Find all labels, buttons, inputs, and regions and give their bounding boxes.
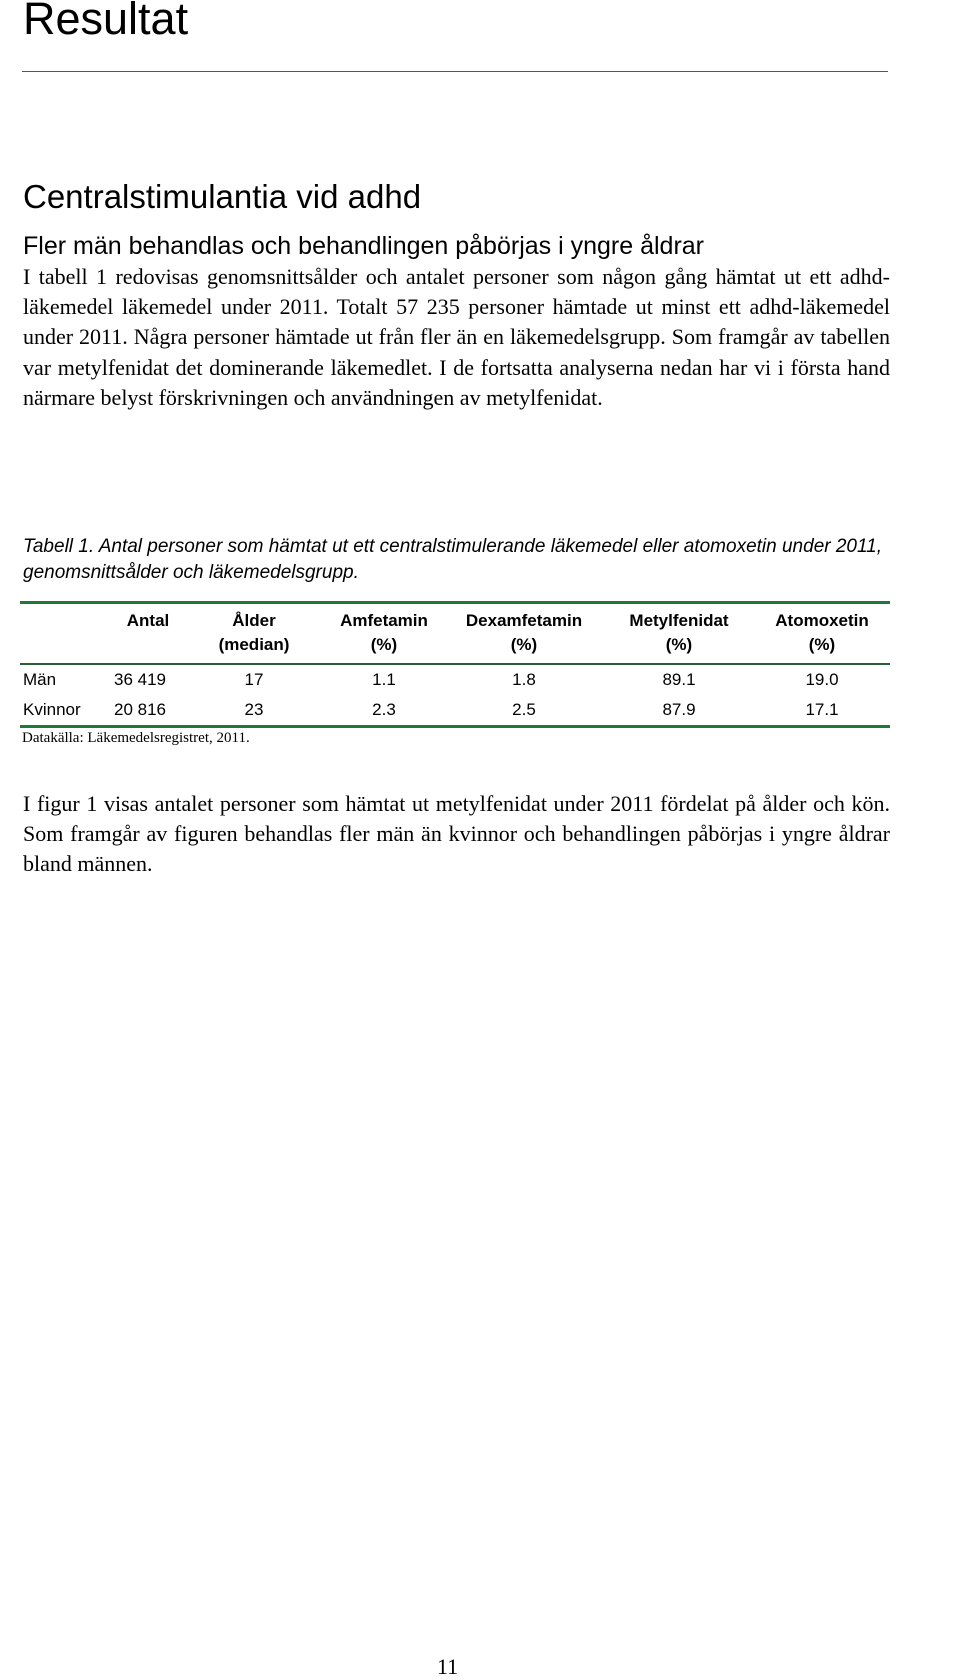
cell-alder: 23 (244, 700, 264, 719)
col-header-group (20, 604, 112, 663)
data-table (20, 601, 890, 728)
col-header-alder: Ålder (median) (218, 611, 290, 654)
cell-dexamfetamin: 1.8 (512, 670, 536, 689)
col-header-amfetamin: Amfetamin (%) (340, 611, 428, 654)
cell-amfetamin: 2.3 (372, 700, 396, 719)
cell-atomoxetin: 17.1 (805, 700, 839, 719)
col-header-atomoxetin: Atomoxetin (%) (775, 611, 869, 654)
cell-metylfenidat: 87.9 (662, 700, 696, 719)
col-header-dexamfetamin: Dexamfetamin (%) (465, 611, 583, 654)
table-header-row (20, 604, 890, 663)
col-header-antal: Antal (126, 611, 170, 630)
cell-antal: 20 816 (114, 700, 166, 719)
paragraph-figure: I figur 1 visas antalet personer som hämtat ut metylfenidat under 2011 fördelat på ålder och kön. Som framgår av figuren behandlas fler män än kvinnor och behandlingen påbörjas i yngre åldrar bland männen. (23, 791, 890, 877)
table-source: Datakälla: Läkemedelsregistret, 2011. (22, 730, 250, 746)
paragraph-intro: I tabell 1 redovisas genomsnittsålder och antalet personer som någon gång hämtat ut ett adhd-läkemedel läkemedel under 2011. Totalt 57 235 personer hämtade ut minst ett adhd-läkemedel under 2011. Några personer hämtade ut från fler än en läkemedelsgrupp. Som framgår av tabellen var metylfenidat det dominerande läkemedlet. I de fortsatta analyserna nedan har vi i första hand närmare belyst förskrivningen och användningen av metylfenidat. (23, 264, 890, 410)
cell-group: Kvinnor (23, 700, 81, 719)
page-heading: Resultat (23, 0, 189, 44)
cell-dexamfetamin: 2.5 (512, 700, 536, 719)
table-caption: Tabell 1. Antal personer som hämtat ut ett centralstimulerande läkemedel eller atomoxetin under 2011, genomsnittsålder och läkemedelsgrupp. (23, 536, 882, 583)
table-bottom-rule (20, 725, 890, 728)
page-number: 11 (437, 1654, 459, 1679)
cell-atomoxetin: 19.0 (805, 670, 839, 689)
section-subtitle: Fler män behandlas och behandlingen påbörjas i yngre åldrar (23, 232, 704, 260)
table-row (20, 695, 890, 725)
table-row (20, 665, 890, 695)
section-title: Centralstimulantia vid adhd (23, 178, 422, 215)
cell-amfetamin: 1.1 (372, 670, 396, 689)
cell-alder: 17 (244, 670, 264, 689)
cell-metylfenidat: 89.1 (662, 670, 696, 689)
cell-antal: 36 419 (114, 670, 166, 689)
col-header-metylfenidat: Metylfenidat (%) (629, 611, 729, 654)
heading-rule (22, 71, 888, 72)
cell-group: Män (23, 670, 57, 689)
